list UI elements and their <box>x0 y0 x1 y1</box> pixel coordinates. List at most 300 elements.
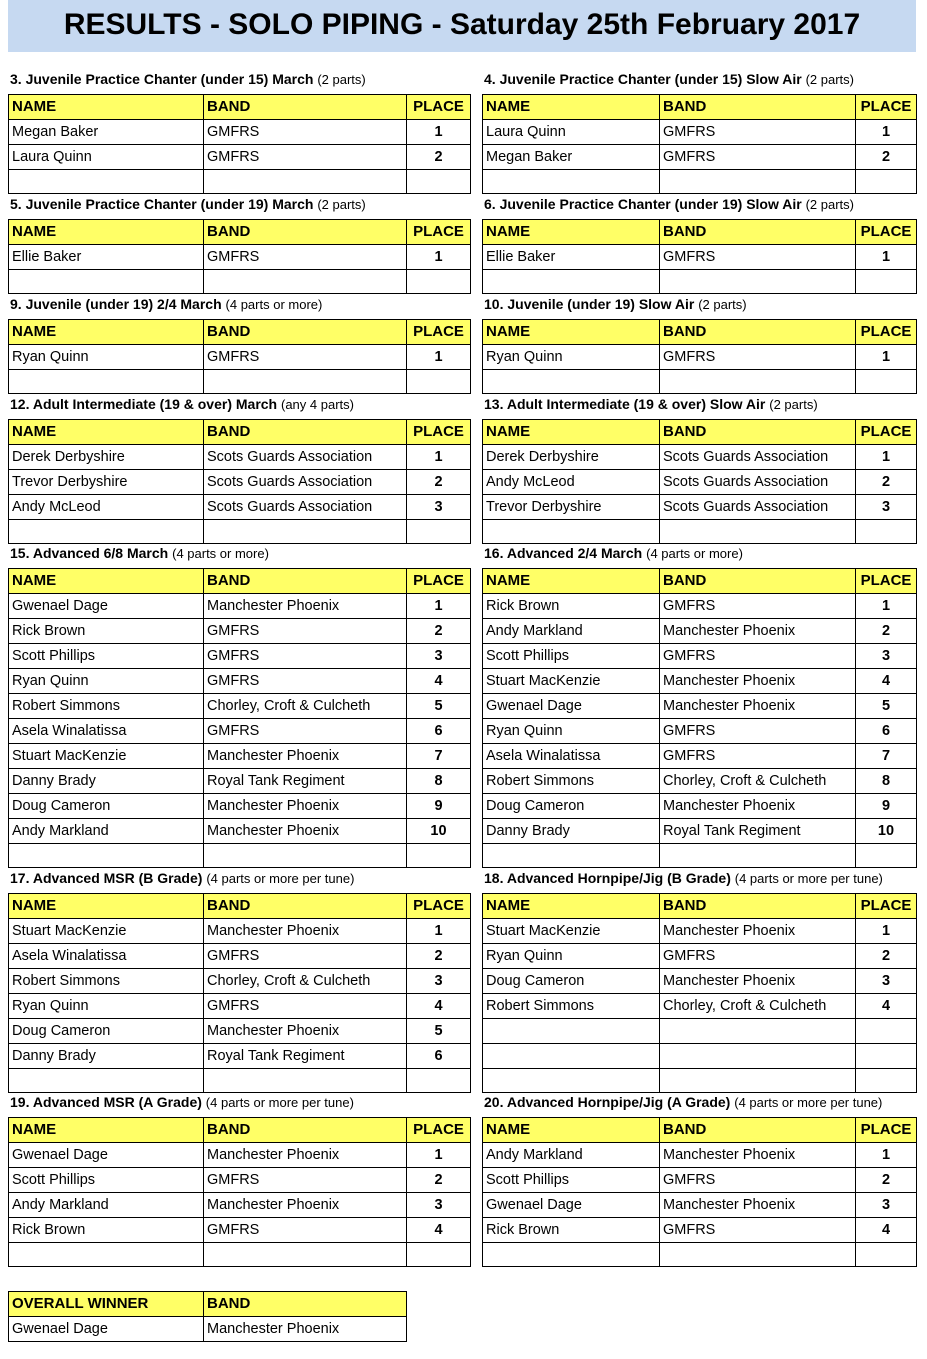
table-row <box>9 994 471 1019</box>
place-value: 2 <box>856 145 917 170</box>
band-name: Manchester Phoenix <box>204 919 407 944</box>
place-value: 6 <box>407 1044 471 1069</box>
table-row <box>483 245 917 270</box>
empty-cell <box>660 370 856 394</box>
competitor-name: Andy Markland <box>483 1143 660 1168</box>
section-title-note: (2 parts) <box>317 197 366 212</box>
table-row <box>9 1218 471 1243</box>
competitor-name: Trevor Derbyshire <box>9 470 204 495</box>
place-column-header: PLACE <box>407 320 471 345</box>
table-row <box>483 470 917 495</box>
band-column-header: BAND <box>660 1118 856 1143</box>
place-value: 2 <box>407 145 471 170</box>
section-title <box>484 394 818 415</box>
competitor-name: Ryan Quinn <box>9 345 204 370</box>
section-title <box>484 543 743 564</box>
band-name: GMFRS <box>204 145 407 170</box>
empty-cell <box>9 520 204 544</box>
band-name: GMFRS <box>660 744 856 769</box>
band-name: Royal Tank Regiment <box>660 819 856 844</box>
section-title <box>484 69 854 90</box>
place-column-header: PLACE <box>856 95 917 120</box>
section-title-note: (4 parts or more) <box>225 297 323 312</box>
empty-cell <box>483 370 660 394</box>
section-title-note: (4 parts or more per tune) <box>206 871 355 886</box>
competitor-name: Ryan Quinn <box>483 944 660 969</box>
competitor-name: Andy Markland <box>483 619 660 644</box>
name-column-header: NAME <box>9 569 204 594</box>
table-row <box>9 669 471 694</box>
competitor-name: Danny Brady <box>483 819 660 844</box>
place-column-header: PLACE <box>407 1118 471 1143</box>
name-column-header: NAME <box>483 569 660 594</box>
place-value: 2 <box>407 470 471 495</box>
section-title-note: (4 parts or more) <box>172 546 269 561</box>
band-name: Manchester Phoenix <box>660 694 856 719</box>
band-name: GMFRS <box>660 1168 856 1193</box>
competitor-name: Stuart MacKenzie <box>483 669 660 694</box>
empty-cell <box>204 270 407 294</box>
band-name: Royal Tank Regiment <box>204 769 407 794</box>
empty-row <box>483 844 917 868</box>
results-table <box>482 319 917 394</box>
empty-cell <box>856 270 917 294</box>
band-column-header: BAND <box>660 95 856 120</box>
section-title-note: (2 parts) <box>317 72 366 87</box>
empty-row <box>483 520 917 544</box>
competitor-name: Stuart MacKenzie <box>483 919 660 944</box>
table-row <box>9 345 471 370</box>
band-name: GMFRS <box>660 944 856 969</box>
place-column-header: PLACE <box>407 420 471 445</box>
name-column-header: NAME <box>9 420 204 445</box>
competitor-name: Stuart MacKenzie <box>9 744 204 769</box>
band-name <box>660 1019 856 1044</box>
competitor-name: Ellie Baker <box>483 245 660 270</box>
place-value: 10 <box>856 819 917 844</box>
competitor-name: Robert Simmons <box>9 969 204 994</box>
competitor-name: Andy McLeod <box>483 470 660 495</box>
empty-cell <box>483 520 660 544</box>
band-name: GMFRS <box>204 644 407 669</box>
table-row <box>483 495 917 520</box>
results-table <box>482 893 917 1093</box>
table-row <box>9 719 471 744</box>
competitor-name: Robert Simmons <box>483 769 660 794</box>
table-row <box>483 969 917 994</box>
table-row <box>483 644 917 669</box>
band-name: Manchester Phoenix <box>660 1143 856 1168</box>
table-row <box>483 944 917 969</box>
section-title <box>10 69 366 90</box>
band-name: Manchester Phoenix <box>204 794 407 819</box>
band-name: Chorley, Croft & Culcheth <box>204 694 407 719</box>
band-name: Manchester Phoenix <box>660 619 856 644</box>
results-table <box>8 319 471 394</box>
empty-row <box>483 270 917 294</box>
competitor-name: Gwenael Dage <box>483 694 660 719</box>
competitor-name <box>483 1019 660 1044</box>
empty-cell <box>9 370 204 394</box>
empty-cell <box>407 844 471 868</box>
table-row <box>9 794 471 819</box>
name-column-header: NAME <box>483 95 660 120</box>
band-name: Scots Guards Association <box>204 495 407 520</box>
band-name: Manchester Phoenix <box>204 594 407 619</box>
empty-cell <box>9 170 204 194</box>
band-column-header: BAND <box>660 569 856 594</box>
place-value: 2 <box>856 1168 917 1193</box>
table-row <box>483 669 917 694</box>
competitor-name: Ryan Quinn <box>9 994 204 1019</box>
competitor-name: Doug Cameron <box>483 969 660 994</box>
competitor-name: Scott Phillips <box>9 644 204 669</box>
table-row <box>483 994 917 1019</box>
empty-cell <box>856 170 917 194</box>
competitor-name: Doug Cameron <box>483 794 660 819</box>
section-title-main: 4. Juvenile Practice Chanter (under 15) Slow Air <box>484 71 802 87</box>
results-table <box>482 1117 917 1267</box>
empty-cell <box>204 170 407 194</box>
section-title-main: 17. Advanced MSR (B Grade) <box>10 870 203 886</box>
band-column-header: BAND <box>660 894 856 919</box>
band-name: Chorley, Croft & Culcheth <box>660 994 856 1019</box>
place-value: 2 <box>407 619 471 644</box>
section-title-main: 10. Juvenile (under 19) Slow Air <box>484 296 695 312</box>
empty-cell <box>9 844 204 868</box>
band-name: GMFRS <box>204 669 407 694</box>
place-value: 6 <box>407 719 471 744</box>
place-value <box>856 1019 917 1044</box>
name-column-header: NAME <box>483 894 660 919</box>
place-value: 3 <box>407 495 471 520</box>
name-column-header: NAME <box>9 95 204 120</box>
section-title-main: 13. Adult Intermediate (19 & over) Slow Air <box>484 396 766 412</box>
band-column-header: BAND <box>204 569 407 594</box>
section-title-main: 19. Advanced MSR (A Grade) <box>10 1094 202 1110</box>
place-value: 1 <box>407 120 471 145</box>
band-name: Manchester Phoenix <box>204 1019 407 1044</box>
table-row <box>9 495 471 520</box>
place-value: 1 <box>407 245 471 270</box>
band-name: GMFRS <box>660 594 856 619</box>
empty-cell <box>407 270 471 294</box>
band-name: Scots Guards Association <box>204 470 407 495</box>
competitor-name: Megan Baker <box>9 120 204 145</box>
section-title <box>484 194 854 215</box>
table-row <box>9 445 471 470</box>
table-row <box>9 470 471 495</box>
table-row <box>483 145 917 170</box>
place-value: 10 <box>407 819 471 844</box>
empty-cell <box>204 1069 407 1093</box>
empty-cell <box>483 1243 660 1267</box>
band-name: GMFRS <box>660 145 856 170</box>
competitor-name: Derek Derbyshire <box>483 445 660 470</box>
band-column-header: BAND <box>660 220 856 245</box>
section-title-note: (4 parts or more per tune) <box>734 871 883 886</box>
table-header-row <box>9 569 471 594</box>
place-column-header: PLACE <box>407 894 471 919</box>
empty-row <box>9 844 471 868</box>
section-title-note: (4 parts or more) <box>646 546 743 561</box>
empty-cell <box>660 270 856 294</box>
section-title <box>10 868 354 889</box>
place-column-header: PLACE <box>407 569 471 594</box>
place-value: 1 <box>407 445 471 470</box>
overall-winner-header: OVERALL WINNER <box>9 1292 204 1317</box>
table-row <box>9 744 471 769</box>
band-column-header: BAND <box>204 320 407 345</box>
name-column-header: NAME <box>9 1118 204 1143</box>
table-header-row <box>483 320 917 345</box>
empty-cell <box>660 1243 856 1267</box>
place-value: 9 <box>407 794 471 819</box>
competitor-name: Gwenael Dage <box>9 594 204 619</box>
table-header-row <box>9 220 471 245</box>
competitor-name: Rick Brown <box>9 1218 204 1243</box>
table-row <box>483 1143 917 1168</box>
band-name: GMFRS <box>204 994 407 1019</box>
competitor-name: Andy Markland <box>9 1193 204 1218</box>
empty-cell <box>483 1069 660 1093</box>
table-row <box>9 969 471 994</box>
competitor-name: Megan Baker <box>483 145 660 170</box>
table-row <box>483 769 917 794</box>
table-row <box>9 594 471 619</box>
band-name: Manchester Phoenix <box>204 1143 407 1168</box>
place-value: 1 <box>856 245 917 270</box>
table-header-row <box>9 894 471 919</box>
empty-cell <box>9 1069 204 1093</box>
table-row <box>483 594 917 619</box>
section-title <box>484 294 747 315</box>
band-name: Scots Guards Association <box>204 445 407 470</box>
band-name: Manchester Phoenix <box>660 969 856 994</box>
place-value: 1 <box>407 919 471 944</box>
competitor-name: Danny Brady <box>9 1044 204 1069</box>
table-row <box>483 694 917 719</box>
place-value: 1 <box>407 1143 471 1168</box>
table-row <box>483 345 917 370</box>
results-table <box>8 94 471 194</box>
band-name: GMFRS <box>660 1218 856 1243</box>
table-row <box>9 819 471 844</box>
overall-winner-row <box>9 1317 407 1342</box>
results-table <box>8 893 471 1093</box>
band-name: GMFRS <box>204 619 407 644</box>
band-column-header: BAND <box>204 894 407 919</box>
band-name: GMFRS <box>204 120 407 145</box>
section-title-main: 20. Advanced Hornpipe/Jig (A Grade) <box>484 1094 731 1110</box>
empty-cell <box>407 520 471 544</box>
table-row <box>483 120 917 145</box>
empty-row <box>9 270 471 294</box>
band-name: Manchester Phoenix <box>660 1193 856 1218</box>
table-row <box>483 719 917 744</box>
overall-winner-band: Manchester Phoenix <box>204 1317 407 1342</box>
empty-cell <box>856 520 917 544</box>
name-column-header: NAME <box>483 1118 660 1143</box>
competitor-name: Scott Phillips <box>483 644 660 669</box>
place-column-header: PLACE <box>856 894 917 919</box>
place-value: 4 <box>407 994 471 1019</box>
table-row <box>9 1168 471 1193</box>
place-value: 7 <box>856 744 917 769</box>
empty-cell <box>483 170 660 194</box>
competitor-name: Trevor Derbyshire <box>483 495 660 520</box>
competitor-name: Asela Winalatissa <box>9 719 204 744</box>
band-name: Scots Guards Association <box>660 445 856 470</box>
competitor-name: Ryan Quinn <box>483 345 660 370</box>
section-title-note: (2 parts) <box>769 397 818 412</box>
empty-cell <box>856 1243 917 1267</box>
place-value: 1 <box>856 594 917 619</box>
table-row <box>483 1019 917 1044</box>
table-header-row <box>483 569 917 594</box>
name-column-header: NAME <box>483 220 660 245</box>
place-column-header: PLACE <box>856 220 917 245</box>
empty-cell <box>483 844 660 868</box>
table-header-row <box>9 420 471 445</box>
place-value: 8 <box>407 769 471 794</box>
place-value: 2 <box>856 619 917 644</box>
competitor-name: Derek Derbyshire <box>9 445 204 470</box>
place-value: 4 <box>856 994 917 1019</box>
empty-cell <box>204 520 407 544</box>
empty-cell <box>660 844 856 868</box>
place-value: 4 <box>407 669 471 694</box>
place-column-header: PLACE <box>856 569 917 594</box>
band-name: Chorley, Croft & Culcheth <box>204 969 407 994</box>
table-row <box>9 619 471 644</box>
name-column-header: NAME <box>9 320 204 345</box>
place-value: 5 <box>407 1019 471 1044</box>
section-title-main: 9. Juvenile (under 19) 2/4 March <box>10 296 222 312</box>
results-table <box>8 1117 471 1267</box>
band-column-header: BAND <box>660 320 856 345</box>
band-name: Chorley, Croft & Culcheth <box>660 769 856 794</box>
section-title-main: 16. Advanced 2/4 March <box>484 545 643 561</box>
competitor-name: Rick Brown <box>483 1218 660 1243</box>
place-value: 3 <box>407 644 471 669</box>
results-table <box>8 419 471 544</box>
empty-cell <box>407 1243 471 1267</box>
place-value: 4 <box>407 1218 471 1243</box>
section-title-note: (any 4 parts) <box>281 397 354 412</box>
empty-cell <box>407 370 471 394</box>
results-table <box>8 568 471 868</box>
place-value: 3 <box>856 644 917 669</box>
place-value: 2 <box>407 1168 471 1193</box>
table-row <box>9 919 471 944</box>
place-value: 1 <box>407 594 471 619</box>
competitor-name: Rick Brown <box>483 594 660 619</box>
band-name: GMFRS <box>660 644 856 669</box>
empty-cell <box>660 520 856 544</box>
place-value: 1 <box>856 1143 917 1168</box>
competitor-name: Asela Winalatissa <box>9 944 204 969</box>
place-value: 1 <box>856 919 917 944</box>
table-header-row <box>483 220 917 245</box>
table-header-row <box>483 420 917 445</box>
section-title-main: 3. Juvenile Practice Chanter (under 15) March <box>10 71 314 87</box>
table-row <box>483 794 917 819</box>
band-name: GMFRS <box>204 245 407 270</box>
empty-cell <box>9 270 204 294</box>
competitor-name: Andy McLeod <box>9 495 204 520</box>
competitor-name: Rick Brown <box>9 619 204 644</box>
band-name: GMFRS <box>660 719 856 744</box>
place-value: 1 <box>856 345 917 370</box>
table-header-row <box>483 1118 917 1143</box>
table-row <box>9 1044 471 1069</box>
table-row <box>483 619 917 644</box>
section-title <box>10 543 269 564</box>
empty-cell <box>407 1069 471 1093</box>
competitor-name: Ryan Quinn <box>483 719 660 744</box>
section-title <box>484 1092 882 1113</box>
empty-row <box>9 170 471 194</box>
section-title <box>10 1092 354 1113</box>
table-row <box>483 744 917 769</box>
competitor-name <box>483 1044 660 1069</box>
band-name: GMFRS <box>204 345 407 370</box>
empty-cell <box>660 170 856 194</box>
overall-winner-name: Gwenael Dage <box>9 1317 204 1342</box>
empty-row <box>9 1069 471 1093</box>
place-value: 3 <box>856 495 917 520</box>
section-title-main: 15. Advanced 6/8 March <box>10 545 169 561</box>
empty-row <box>9 1243 471 1267</box>
section-title-main: 6. Juvenile Practice Chanter (under 19) Slow Air <box>484 196 802 212</box>
competitor-name: Doug Cameron <box>9 794 204 819</box>
band-name: Scots Guards Association <box>660 470 856 495</box>
place-value: 6 <box>856 719 917 744</box>
empty-cell <box>660 1069 856 1093</box>
band-column-header: BAND <box>204 420 407 445</box>
place-value: 5 <box>856 694 917 719</box>
place-value: 2 <box>856 944 917 969</box>
table-row <box>483 919 917 944</box>
page-title: RESULTS - SOLO PIPING - Saturday 25th February 2017 <box>63 8 861 41</box>
results-table <box>482 219 917 294</box>
name-column-header: NAME <box>483 320 660 345</box>
competitor-name: Laura Quinn <box>483 120 660 145</box>
table-row <box>483 445 917 470</box>
section-title-main: 12. Adult Intermediate (19 & over) March <box>10 396 278 412</box>
place-value <box>856 1044 917 1069</box>
table-row <box>483 1193 917 1218</box>
section-title-note: (2 parts) <box>698 297 747 312</box>
table-row <box>9 944 471 969</box>
empty-row <box>483 1069 917 1093</box>
table-header-row <box>9 1118 471 1143</box>
place-column-header: PLACE <box>407 220 471 245</box>
empty-cell <box>204 370 407 394</box>
band-name: GMFRS <box>660 245 856 270</box>
competitor-name: Stuart MacKenzie <box>9 919 204 944</box>
band-name: Manchester Phoenix <box>204 1193 407 1218</box>
place-value: 9 <box>856 794 917 819</box>
competitor-name: Scott Phillips <box>9 1168 204 1193</box>
competitor-name: Ryan Quinn <box>9 669 204 694</box>
band-name: Royal Tank Regiment <box>204 1044 407 1069</box>
section-title-note: (4 parts or more per tune) <box>205 1095 354 1110</box>
name-column-header: NAME <box>9 220 204 245</box>
table-row <box>9 1143 471 1168</box>
section-title-note: (4 parts or more per tune) <box>734 1095 883 1110</box>
